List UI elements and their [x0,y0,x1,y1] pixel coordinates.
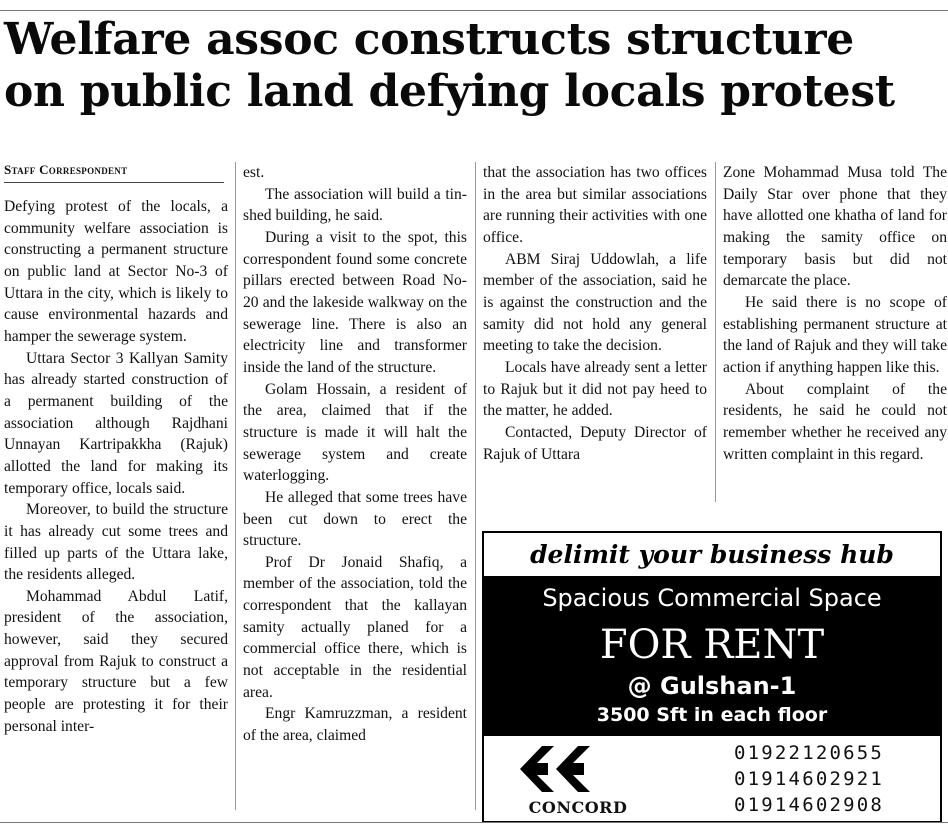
paragraph: Golam Hossain, a resident of the area, claimed that if the structure is made it will halt the sewerage system and create waterlogging. [243,380,467,485]
article-column-4 [723,162,947,504]
article-column-3 [483,162,707,504]
phone-number: 01914602921 [734,768,885,790]
column-divider [715,162,716,502]
concord-cc-logo-icon [520,746,610,792]
concord-logo [508,746,648,816]
phone-number: 01922120655 [734,742,885,764]
article-column-2 [243,162,467,810]
byline: Staff Correspondent [4,162,224,183]
paragraph: Mohammad Abdul Latif, president of the association, however, said they secured approval from Rajuk to construct a temporary structure but a few people are protesting it for their personal inter- [4,587,228,735]
paragraph: Uttara Sector 3 Kallyan Samity has already started construction of a permanent building of the association although Rajdhani Unnayan Kartripakkha (Rajuk) allotted the land for making its temporary office, locals said. [4,349,228,497]
ad-banner [484,576,940,736]
paragraph: Prof Dr Jonaid Shafiq, a member of the association, told the correspondent that the kallayan samity actually planed for a commercial office there, which is not acceptable in the residential area. [243,553,467,701]
ad-headline: Spacious Commercial Space [542,584,882,612]
ad-area: 3500 Sft in each floor [596,704,828,726]
paragraph: During a visit to the spot, this correspondent found some concrete pillars erected between Road No-20 and the lakeside walkway on the sewerage line. There is also an electricity line and transformer inside the land of the structure. [243,228,467,376]
paragraph: He alleged that some trees have been cut down to erect the structure. [243,488,467,550]
paragraph: Moreover, to build the structure it has already cut some trees and filled up parts of the Uttara lake, the residents alleged. [4,501,228,584]
paragraph: that the association has two offices in the area but similar associations are running their activities with one office. [483,164,707,246]
paragraph: About complaint of the residents, he said he could not remember whether he received any written complaint in this regard. [723,380,947,463]
brand-name: CONCORD [528,798,628,817]
paragraph: Contacted, Deputy Director of Rajuk of Uttara [483,423,707,463]
paragraph: Defying protest of the locals, a community welfare association is constructing a permanent structure on public land at Sector No-3 of Uttara in the city, which is likely to cause environmental hazards and hamper the sewerage system. [4,198,228,345]
paragraph: ABM Siraj Uddowlah, a life member of the association, said he is against the construction and the samity did not hold any general meeting to take the decision. [483,250,707,355]
article-column-1 [4,196,228,808]
paragraph: Zone Mohammad Musa told The Daily Star over phone that they have allotted one khatha of land for making the samity office on temporary basis but did not demarcate the place. [723,164,947,290]
ad-tagline: delimit your business hub [530,540,894,569]
ad-footer [484,736,940,821]
ad-offer: FOR RENT [599,622,825,668]
top-rule [0,10,948,11]
phone-list [734,740,934,818]
headline [4,14,944,118]
ad-location: @ Gulshan-1 [627,672,797,700]
column-divider [235,162,236,810]
headline-line-1: Welfare assoc constructs structure [4,14,854,65]
column-divider [475,162,476,810]
rental-advertisement [482,531,942,823]
paragraph: est. [243,164,265,181]
phone-number: 01914602908 [734,794,885,816]
bottom-rule [0,822,948,823]
paragraph: Engr Kamruzzman, a resident of the area, claimed [243,705,467,745]
headline-line-2: on public land defying locals protest [4,66,895,117]
paragraph: He said there is no scope of establishing permanent structure at the land of Rajuk and they will take action if anything happen like this. [723,293,947,376]
paragraph: Locals have already sent a letter to Rajuk but it did not pay heed to the matter, he added. [483,358,707,420]
paragraph: The association will build a tin-shed building, he said. [243,185,467,225]
